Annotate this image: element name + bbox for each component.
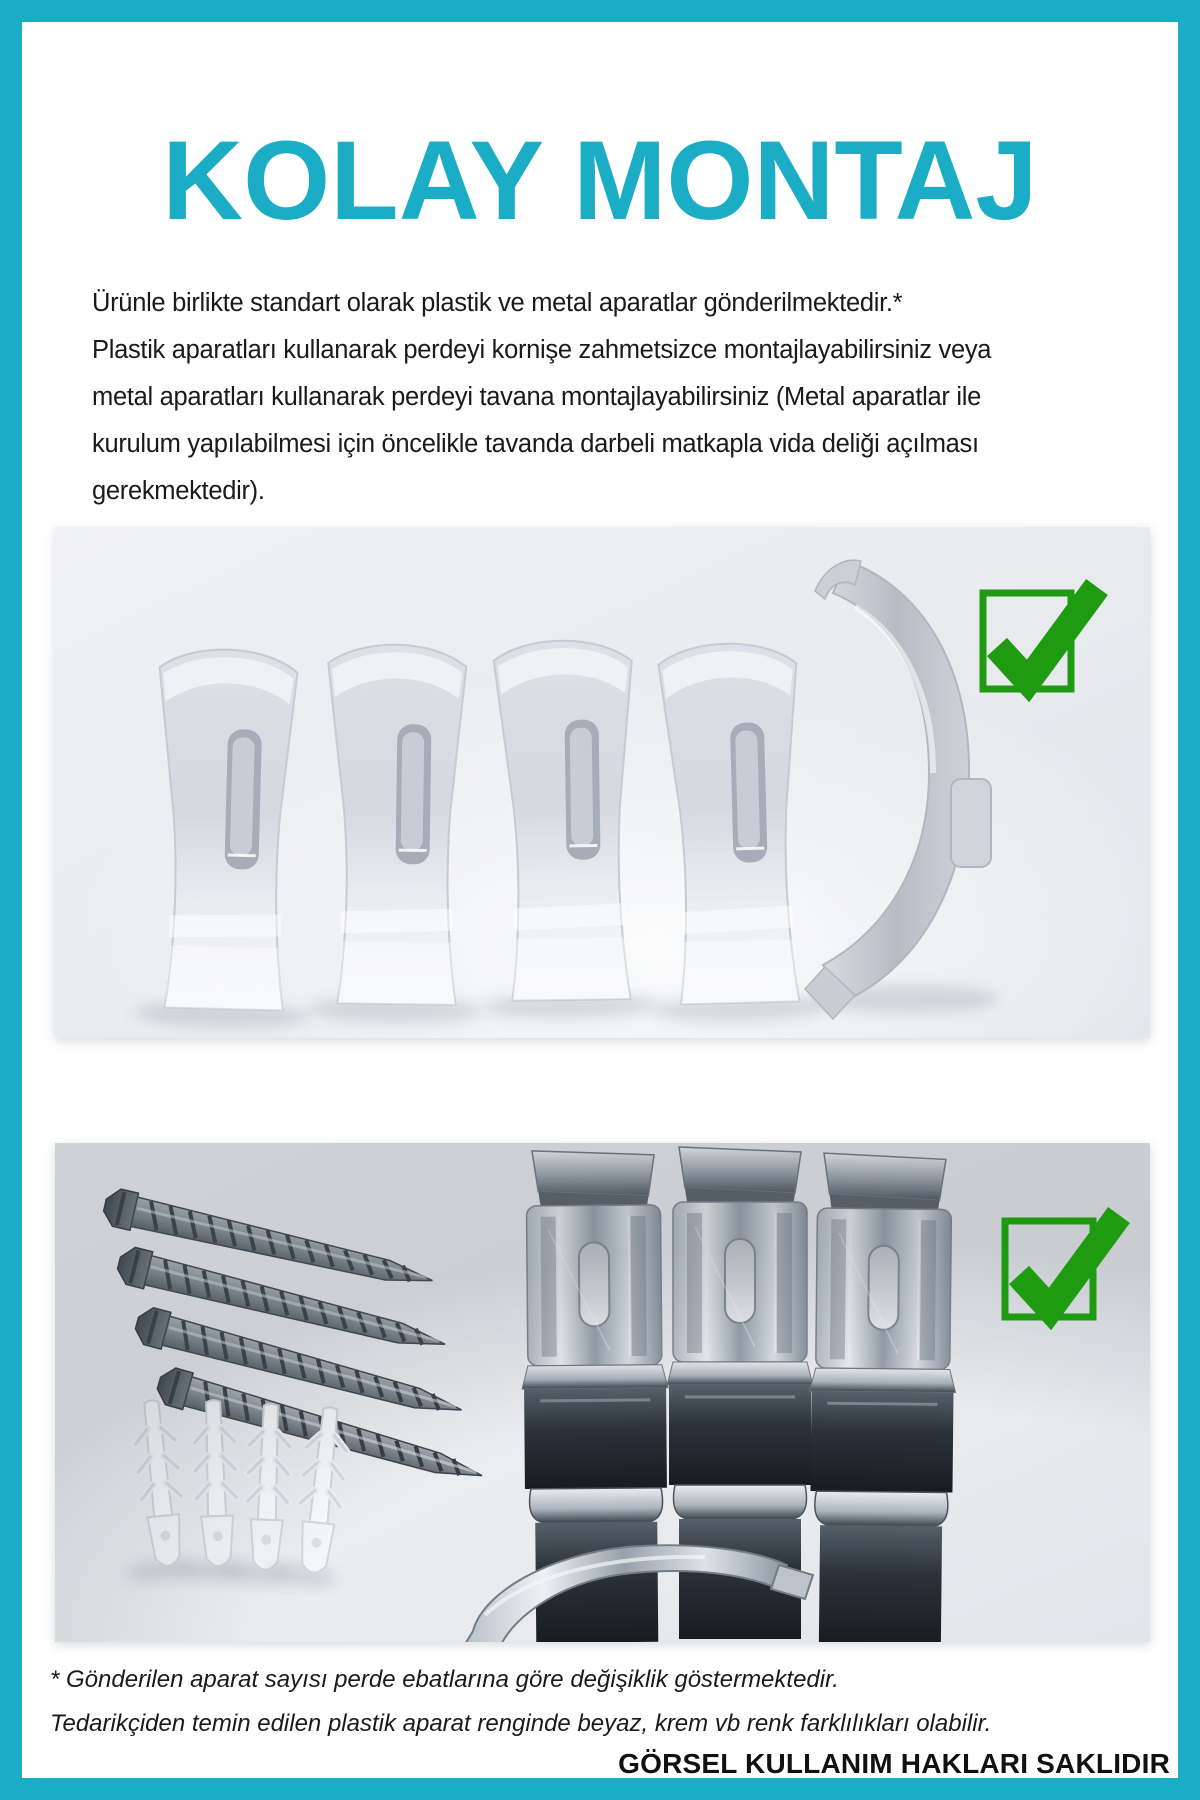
footnotes <box>50 1658 1180 1746</box>
intro-line: Ürünle birlikte standart olarak plastik ve metal aparatlar gönderilmektedir.* <box>92 289 903 317</box>
metal-hardware-illustration <box>55 1143 1150 1642</box>
footnote-quantity: * Gönderilen aparat sayısı perde ebatlarına göre değişiklik göstermektedir. <box>50 1666 839 1693</box>
photo-plastic-brackets <box>55 527 1150 1038</box>
image-rights-notice: GÖRSEL KULLANIM HAKLARI SAKLIDIR <box>618 1748 1170 1779</box>
intro-line: kurulum yapılabilmesi için öncelikle tavanda darbeli matkapla vida deliği açılması <box>92 430 979 458</box>
photo-vignette <box>55 1143 1150 1642</box>
intro-paragraph <box>92 280 1182 515</box>
plastic-brackets-illustration <box>55 527 1150 1038</box>
page-title: KOLAY MONTAJ <box>162 118 1038 243</box>
footnote-color: Tedarikçiden temin edilen plastik aparat renginde beyaz, krem vb renk farklılıkları olabilir. <box>50 1710 992 1737</box>
photo-metal-brackets <box>55 1143 1150 1642</box>
intro-line: Plastik aparatları kullanarak perdeyi kornişe zahmetsizce montajlayabilirsiniz veya <box>92 336 992 364</box>
intro-line: metal aparatları kullanarak perdeyi tavana montajlayabilirsiniz (Metal aparatlar ile <box>92 383 981 411</box>
intro-line: gerekmektedir). <box>92 477 265 505</box>
